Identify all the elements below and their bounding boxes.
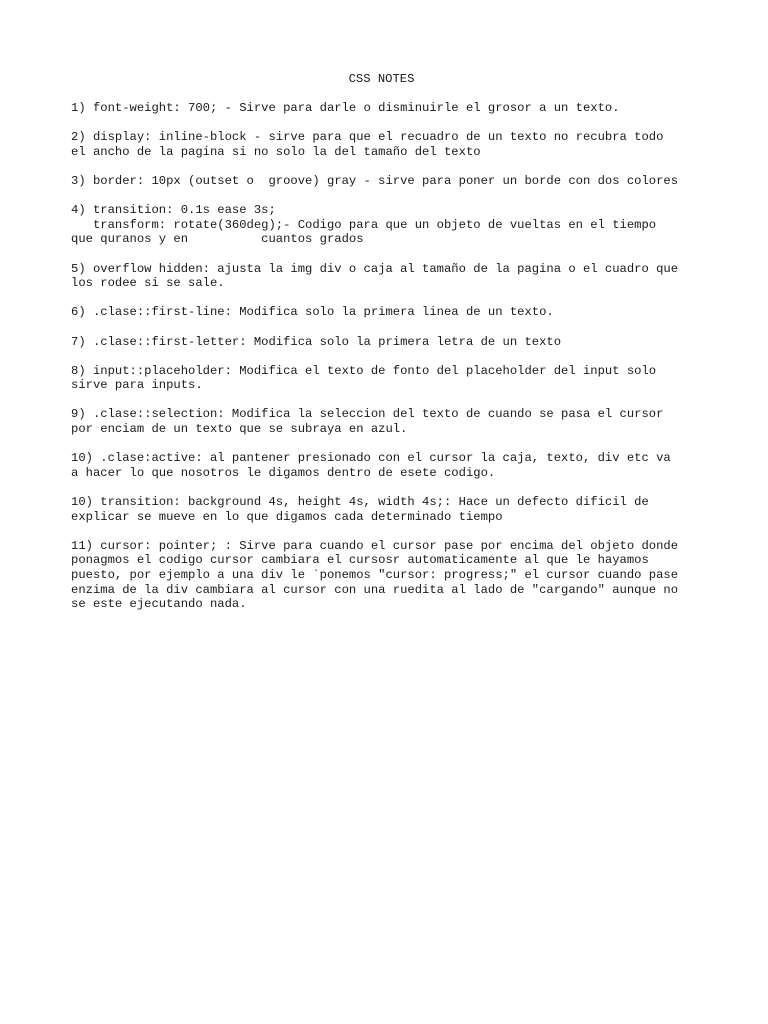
note-item: 9) .clase::selection: Modifica la seleccion del texto de cuando se pasa el cursor por enciam de un texto que se subraya en azul. (71, 407, 664, 437)
notes-list (71, 101, 711, 626)
note-item: 6) .clase::first-line: Modifica solo la primera linea de un texto. (71, 305, 554, 320)
note-item: 2) display: inline-block - sirve para que el recuadro de un texto no recubra todo el ancho de la pagina si no solo la del tamaño del texto (71, 130, 664, 159)
note-item: 10) .clase:active: al pantener presionado con el cursor la caja, texto, div etc va a hacer lo que nosotros le digamos dentro de esete codigo. (71, 451, 671, 480)
note-item: 1) font-weight: 700; - Sirve para darle o disminuirle el grosor a un texto. (71, 101, 620, 115)
note-item: 10) transition: background 4s, height 4s, width 4s;: Hace un defecto dificil de explicar se mueve en lo que digamos cada determinado tiempo (71, 495, 649, 524)
note-item: 7) .clase::first-letter: Modifica solo la primera letra de un texto (71, 334, 562, 349)
note-item: 5) overflow hidden: ajusta la img div o caja al tamaño de la pagina o el cuadro que los rodee si se sale. (71, 261, 679, 291)
note-item: 11) cursor: pointer; : Sirve para cuando el cursor pase por encima del objeto donde ponagmos el codigo cursor cambiara el cursosr automaticamente al que le hayamos puesto, por ejemplo a una div le `ponemos "cursor: progress;" el cursor cuando pase enzima de la div cambiara al cursor con una ruedita al lado de "cargando" aunque no se este ejecutando nada. (71, 538, 679, 612)
document-title: CSS NOTES (348, 72, 415, 86)
note-item: 3) border: 10px (outset o groove) gray - sirve para poner un borde con dos colores (71, 173, 679, 188)
note-item: 8) input::placeholder: Modifica el texto de fonto del placeholder del input solo sirve para inputs. (71, 363, 657, 393)
note-item: 4) transition: 0.1s ease 3s; transform: rotate(360deg);- Codigo para que un objeto de vueltas en el tiempo que quranos y en cuantos grados (71, 203, 657, 247)
